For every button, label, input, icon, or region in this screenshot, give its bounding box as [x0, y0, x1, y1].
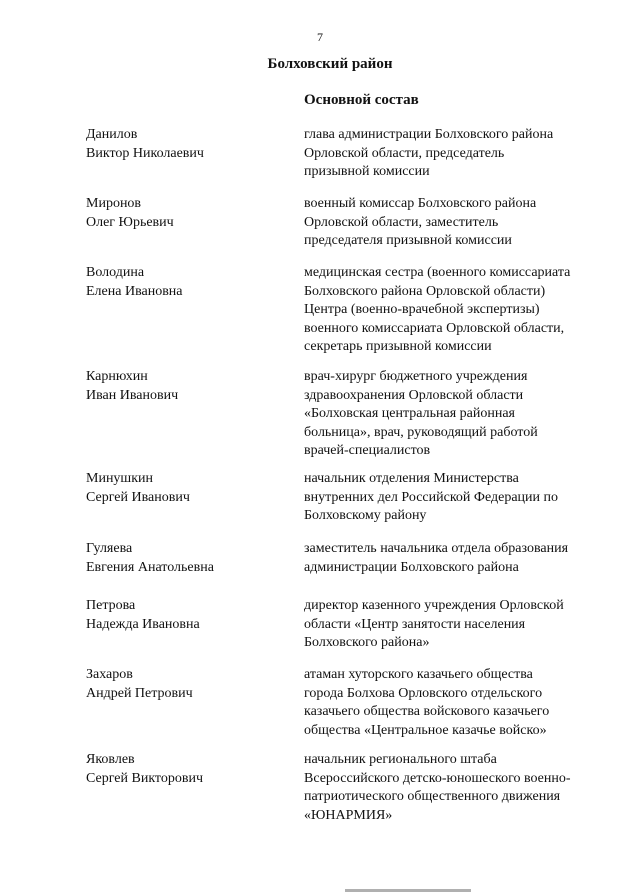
- member-surname: Володина: [86, 265, 145, 280]
- role-line: начальник регионального штаба: [304, 752, 497, 767]
- member-name: [86, 264, 286, 301]
- member-given-name: Олег Юрьевич: [86, 214, 174, 230]
- role-line: «Болховская центральная районная: [304, 406, 515, 421]
- role-line: Болховского района Орловской области): [304, 283, 546, 299]
- member-given-name: Сергей Иванович: [86, 489, 190, 505]
- member-role: [304, 540, 604, 577]
- member-role: [304, 751, 604, 825]
- role-line: призывной комиссии: [304, 164, 430, 179]
- member-name: [86, 751, 286, 788]
- member-given-name: Евгения Анатольевна: [86, 559, 214, 575]
- role-line: здравоохранения Орловской области: [304, 387, 524, 403]
- role-line: внутренних дел Российской Федерации по: [304, 489, 559, 505]
- page-number: 7: [317, 30, 323, 44]
- member-surname: Яковлев: [86, 752, 135, 767]
- role-line: Орловской области, заместитель: [304, 214, 499, 230]
- role-line: города Болхова Орловского отдельского: [304, 685, 543, 701]
- member-surname: Минушкин: [86, 471, 153, 486]
- member-role: [304, 264, 604, 357]
- role-line: начальник отделения Министерства: [304, 471, 519, 486]
- role-line: администрации Болховского района: [304, 559, 519, 575]
- role-line: врачей-специалистов: [304, 443, 431, 458]
- member-given-name: Надежда Ивановна: [86, 616, 200, 632]
- member-name: [86, 195, 286, 232]
- member-surname: Миронов: [86, 196, 142, 211]
- role-line: Болховского района»: [304, 635, 430, 650]
- role-line: медицинская сестра (военного комиссариата: [304, 265, 571, 280]
- member-name: [86, 126, 286, 163]
- member-name: [86, 368, 286, 405]
- role-line: врач-хирург бюджетного учреждения: [304, 369, 528, 384]
- role-line: военный комиссар Болховского района: [304, 196, 537, 211]
- member-role: [304, 126, 604, 182]
- scan-artifact-line: [345, 889, 471, 892]
- member-name: [86, 540, 286, 577]
- member-given-name: Сергей Викторович: [86, 770, 204, 786]
- member-surname: Гуляева: [86, 541, 133, 556]
- member-role: [304, 666, 604, 740]
- role-line: общества «Центральное казачье войско»: [304, 722, 547, 738]
- role-line: казачьего общества войскового казачьего: [304, 704, 550, 719]
- role-line: глава администрации Болховского района: [304, 127, 554, 142]
- role-line: Орловской области, председатель: [304, 145, 505, 161]
- member-surname: Данилов: [86, 127, 138, 142]
- role-line: больница», врач, руководящий работой: [304, 424, 538, 440]
- role-line: «ЮНАРМИЯ»: [304, 807, 393, 823]
- member-given-name: Андрей Петрович: [86, 685, 193, 701]
- role-line: Болховскому району: [304, 508, 427, 523]
- role-line: военного комиссариата Орловской области,: [304, 320, 565, 336]
- role-line: атаман хуторского казачьего общества: [304, 667, 533, 682]
- member-name: [86, 597, 286, 634]
- member-given-name: Иван Иванович: [86, 387, 179, 403]
- role-line: заместитель начальника отдела образования: [304, 541, 569, 556]
- district-title: Болховский район: [267, 56, 393, 72]
- role-line: Центра (военно-врачебной экспертизы): [304, 302, 540, 317]
- member-given-name: Елена Ивановна: [86, 283, 183, 299]
- member-role: [304, 597, 604, 653]
- section-title: Основной состав: [304, 92, 419, 108]
- role-line: секретарь призывной комиссии: [304, 339, 492, 354]
- role-line: председателя призывной комиссии: [304, 233, 512, 248]
- member-name: [86, 470, 286, 507]
- member-role: [304, 195, 604, 251]
- role-line: Всероссийского детско-юношеского военно-: [304, 770, 571, 786]
- member-given-name: Виктор Николаевич: [86, 145, 204, 161]
- member-name: [86, 666, 286, 703]
- member-role: [304, 368, 604, 461]
- member-surname: Захаров: [86, 667, 133, 682]
- role-line: области «Центр занятости населения: [304, 616, 526, 632]
- role-line: патриотического общественного движения: [304, 789, 561, 804]
- member-surname: Петрова: [86, 598, 136, 613]
- role-line: директор казенного учреждения Орловской: [304, 598, 564, 613]
- member-surname: Карнюхин: [86, 369, 148, 384]
- member-role: [304, 470, 604, 526]
